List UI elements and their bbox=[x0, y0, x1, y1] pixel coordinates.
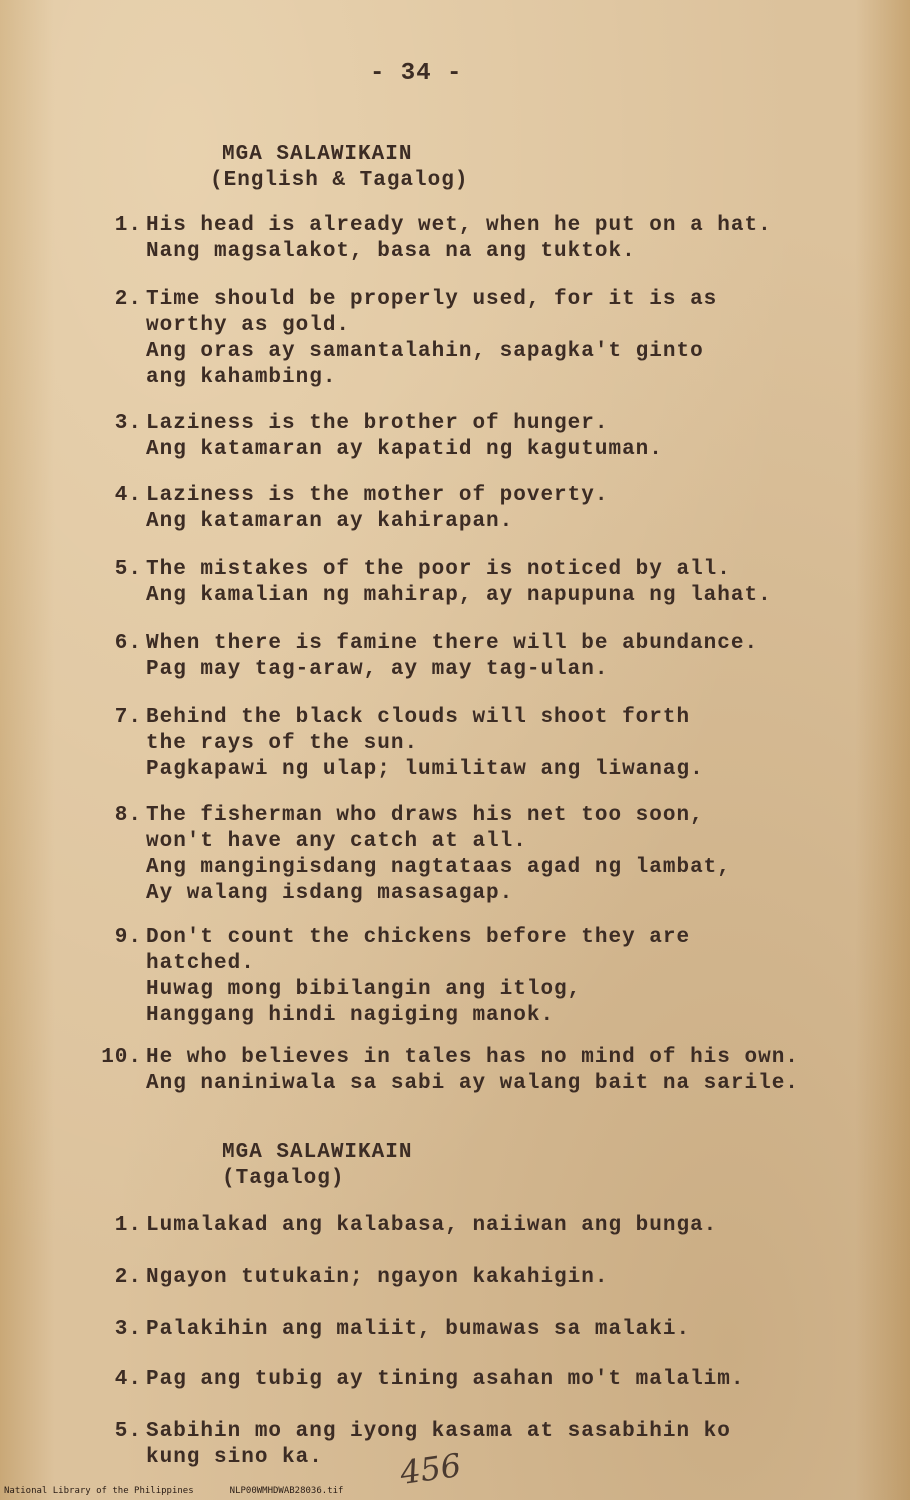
proverb-line: Huwag mong bibilangin ang itlog, bbox=[146, 978, 582, 1001]
proverb-item bbox=[92, 631, 758, 683]
proverb-line: Laziness is the brother of hunger. bbox=[146, 412, 609, 435]
proverb-line: Laziness is the mother of poverty. bbox=[146, 484, 609, 507]
proverb-number: 1. bbox=[114, 1214, 142, 1237]
proverb-line: The fisherman who draws his net too soon, bbox=[146, 804, 704, 827]
proverb-line: His head is already wet, when he put on a hat. bbox=[146, 214, 772, 237]
proverb-line: The mistakes of the poor is noticed by all. bbox=[146, 558, 731, 581]
proverb-number: 8. bbox=[114, 804, 142, 827]
proverb-item bbox=[92, 925, 690, 1029]
proverb-line: He who believes in tales has no mind of his own. bbox=[146, 1046, 799, 1069]
proverb-number: 3. bbox=[114, 1318, 142, 1341]
proverb-line: When there is famine there will be abundance. bbox=[146, 632, 759, 655]
proverb-line: Hanggang hindi nagiging manok. bbox=[146, 1004, 555, 1027]
proverb-item bbox=[92, 557, 772, 609]
proverb-line: Pag may tag-araw, ay may tag-ulan. bbox=[146, 658, 609, 681]
proverb-line: Ang kamalian ng mahirap, ay napupuna ng lahat. bbox=[146, 584, 772, 607]
proverb-line: Ang naniniwala sa sabi ay walang bait na sarile. bbox=[146, 1072, 799, 1095]
proverb-line: won't have any catch at all. bbox=[146, 830, 527, 853]
proverb-item bbox=[92, 1265, 608, 1291]
proverb-line: worthy as gold. bbox=[146, 314, 351, 337]
section2-heading bbox=[222, 1140, 412, 1192]
proverb-number: 10. bbox=[101, 1046, 142, 1069]
proverb-item bbox=[92, 483, 608, 535]
proverb-number: 5. bbox=[114, 558, 142, 581]
proverb-item bbox=[92, 803, 731, 907]
section1-heading bbox=[210, 142, 469, 194]
proverb-line: Time should be properly used, for it is as bbox=[146, 288, 718, 311]
proverb-number: 6. bbox=[114, 632, 142, 655]
page-number: - 34 - bbox=[370, 60, 463, 87]
section2-subtitle: (Tagalog) bbox=[222, 1167, 345, 1190]
proverb-item bbox=[92, 705, 704, 783]
proverb-line: Lumalakad ang kalabasa, naiiwan ang bunga. bbox=[146, 1214, 718, 1237]
proverb-item bbox=[92, 287, 717, 391]
proverb-item bbox=[92, 1317, 690, 1343]
proverb-number: 2. bbox=[114, 1266, 142, 1289]
proverb-number: 1. bbox=[114, 214, 142, 237]
proverb-number: 4. bbox=[114, 484, 142, 507]
proverb-line: Nang magsalakot, basa na ang tuktok. bbox=[146, 240, 636, 263]
proverb-number: 5. bbox=[114, 1420, 142, 1443]
proverb-line: Behind the black clouds will shoot forth bbox=[146, 706, 691, 729]
handwritten-page-number: 456 bbox=[397, 1445, 464, 1493]
proverb-line: Ay walang isdang masasagap. bbox=[146, 882, 514, 905]
section1-subtitle: (English & Tagalog) bbox=[210, 169, 469, 192]
proverb-item bbox=[77, 1045, 799, 1097]
proverb-number: 2. bbox=[114, 288, 142, 311]
proverb-number: 3. bbox=[114, 412, 142, 435]
proverb-number: 9. bbox=[114, 926, 142, 949]
proverb-number: 7. bbox=[114, 706, 142, 729]
proverb-line: ang kahambing. bbox=[146, 366, 337, 389]
proverb-line: Ang mangingisdang nagtataas agad ng lambat, bbox=[146, 856, 731, 879]
proverb-line: Ang oras ay samantalahin, sapagka't ginto bbox=[146, 340, 704, 363]
proverb-line: Pag ang tubig ay tining asahan mo't malalim. bbox=[146, 1368, 745, 1391]
proverb-line: Sabihin mo ang iyong kasama at sasabihin ko bbox=[146, 1420, 731, 1443]
proverb-line: Ang katamaran ay kapatid ng kagutuman. bbox=[146, 438, 663, 461]
proverb-item bbox=[92, 213, 772, 265]
proverb-line: Ang katamaran ay kahirapan. bbox=[146, 510, 514, 533]
proverb-item bbox=[92, 1213, 717, 1239]
proverb-line: Palakihin ang maliit, bumawas sa malaki. bbox=[146, 1318, 691, 1341]
file-identifier: NLP00WMHDWAB28036.tif bbox=[229, 1486, 344, 1496]
proverb-item bbox=[92, 1367, 745, 1393]
library-credit: National Library of the Philippines bbox=[4, 1486, 194, 1496]
proverb-line: Ngayon tutukain; ngayon kakahigin. bbox=[146, 1266, 609, 1289]
proverb-line: hatched. bbox=[146, 952, 255, 975]
proverb-item bbox=[92, 411, 663, 463]
proverb-line: kung sino ka. bbox=[146, 1446, 323, 1469]
section1-title: MGA SALAWIKAIN bbox=[222, 143, 413, 166]
proverb-number: 4. bbox=[114, 1368, 142, 1391]
scan-footer bbox=[4, 1486, 379, 1496]
proverb-line: the rays of the sun. bbox=[146, 732, 419, 755]
proverb-line: Pagkapawi ng ulap; lumilitaw ang liwanag. bbox=[146, 758, 704, 781]
proverb-line: Don't count the chickens before they are bbox=[146, 926, 691, 949]
section2-title: MGA SALAWIKAIN bbox=[222, 1141, 413, 1164]
